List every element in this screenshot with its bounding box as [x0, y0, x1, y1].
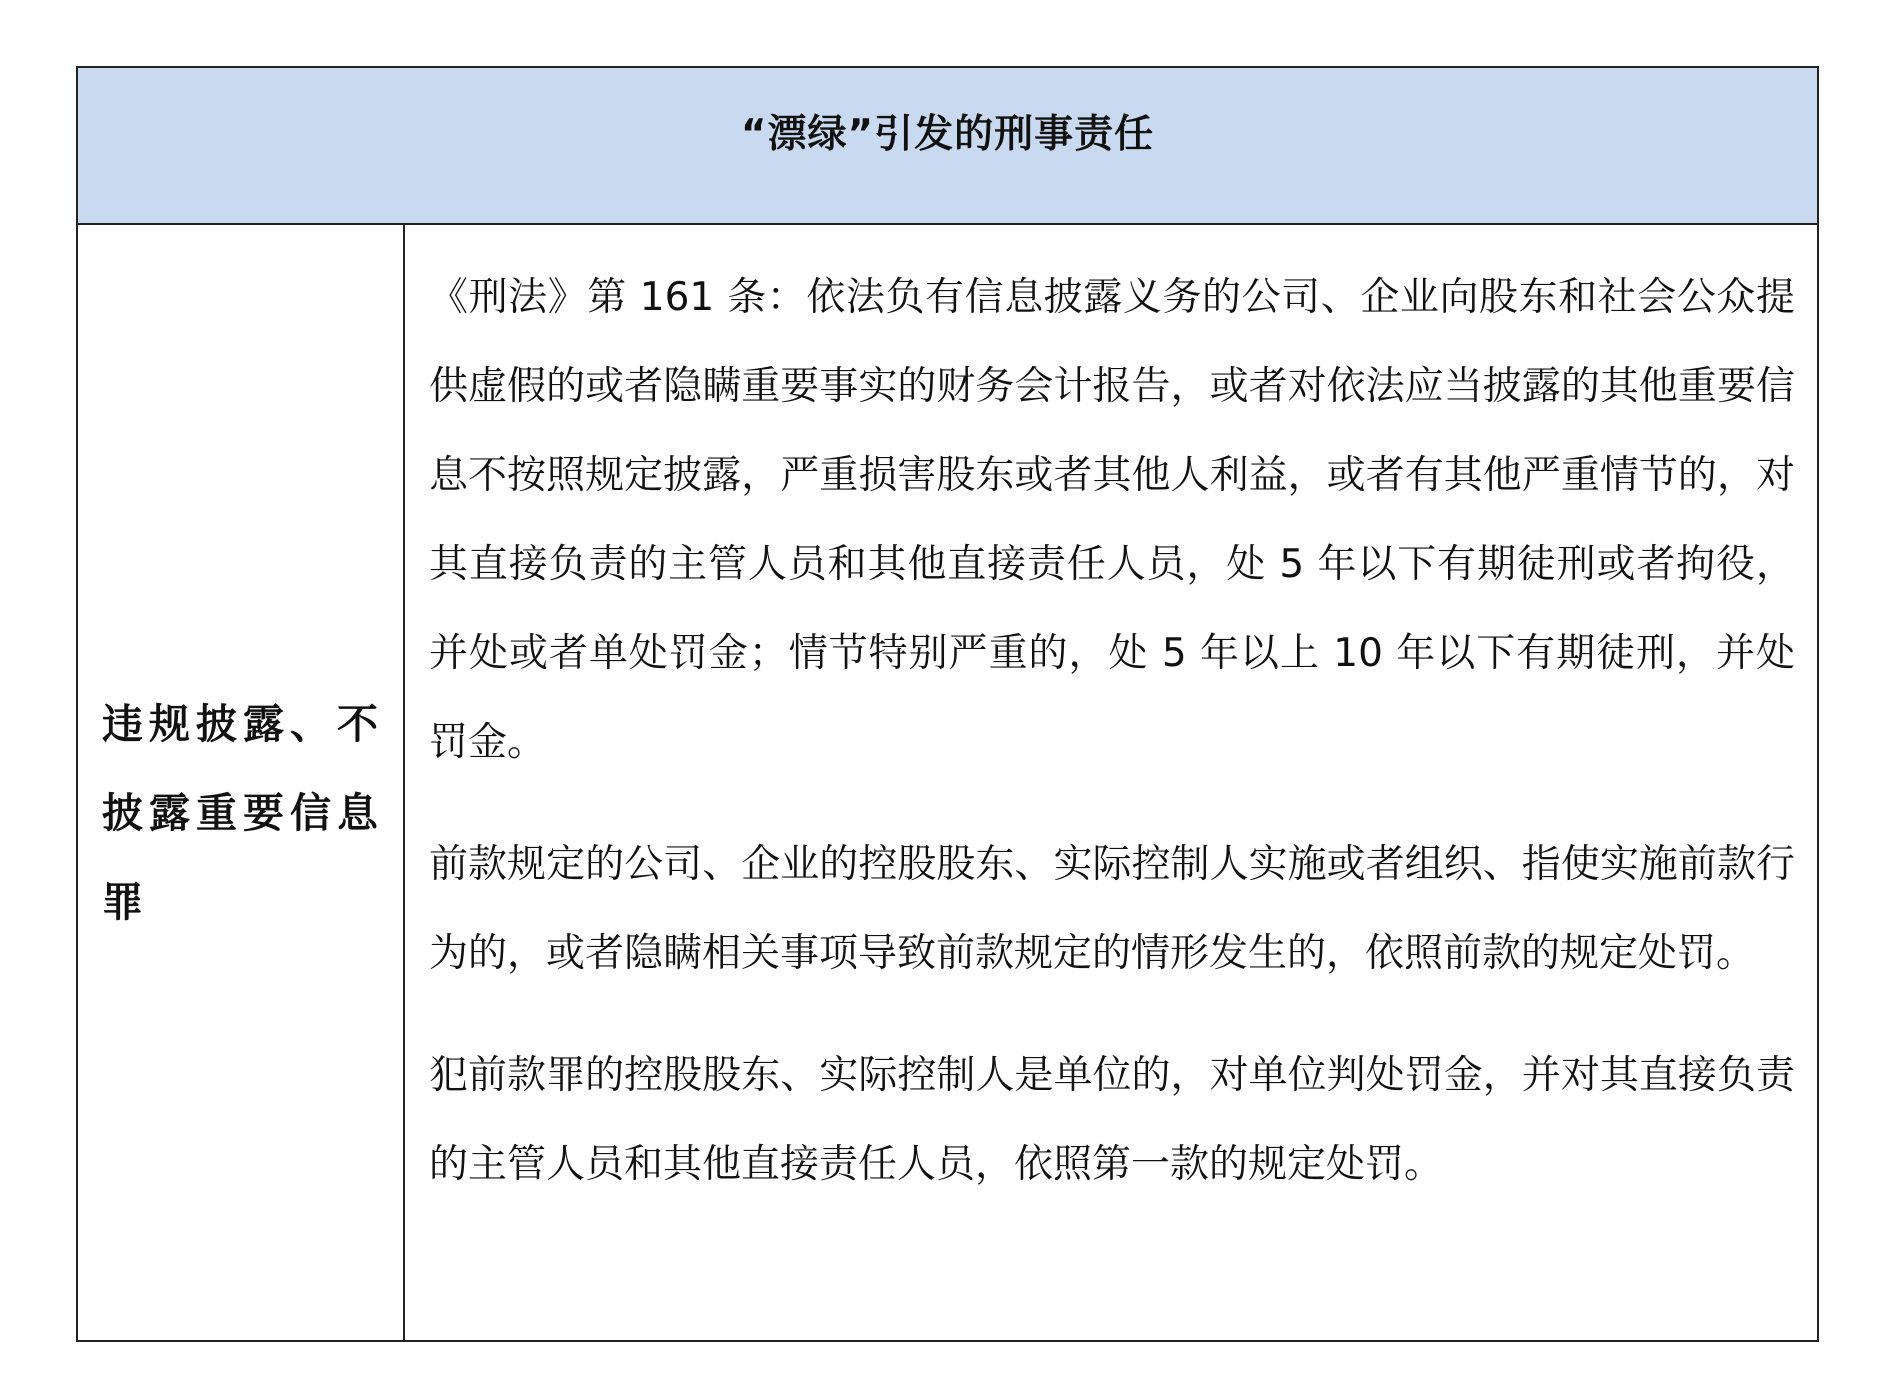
- offense-name: 违规披露、不披露重要信息罪: [102, 700, 384, 926]
- table-header: [78, 68, 1817, 225]
- table-title: “漂绿”引发的刑事责任: [740, 111, 1155, 157]
- offense-name-cell: [78, 225, 405, 1342]
- law-paragraph-1: 《刑法》第 161 条：依法负有信息披露义务的公司、企业向股东和社会公众提供虚假的或者隐瞒重要事实的财务会计报告，或者对依法应当披露的其他重要信息不按照规定披露，严重损害股东或者其他人利益，或者有其他严重情节的，对其直接负责的主管人员和其他直接责任人员，处 5 年以下有期徒刑或者拘役，并处或者单处罚金；情节特别严重的，处 5 年以上 10 年以下有期徒刑，并处罚金。: [429, 275, 1795, 765]
- law-paragraph-3: 犯前款罪的控股股东、实际控制人是单位的，对单位判处罚金，并对其直接负责的主管人员和其他直接责任人员，依照第一款的规定处罚。: [429, 1053, 1795, 1187]
- law-text-cell: [405, 225, 1817, 1342]
- law-paragraph-2: 前款规定的公司、企业的控股股东、实际控制人实施或者组织、指使实施前款行为的，或者隐瞒相关事项导致前款规定的情形发生的，依照前款的规定处罚。: [429, 842, 1795, 976]
- criminal-liability-table: [76, 66, 1819, 1342]
